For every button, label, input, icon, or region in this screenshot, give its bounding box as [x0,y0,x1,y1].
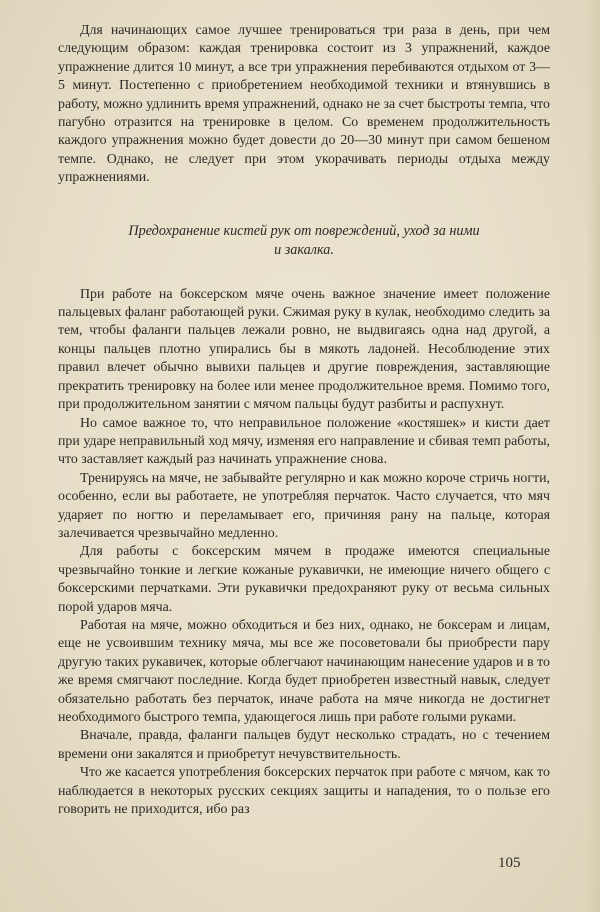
paragraph: Но самое важное то, что неправильное положение «костяшек» и кисти дает при ударе неправильный ход мячу, изменяя его направление и сбивая темп работы, что заставляет каждый раз начинать упражнение снова. [58,415,550,468]
section-heading-line-1: Предохранение кистей рук от повреждений, уход за ними [128,222,480,239]
paragraph: Тренируясь на мяче, не забывайте регулярно и как можно короче стричь ногти, особенно, если вы работаете, не употребляя перчаток. Часто случается, что мяч ударяет по ногтю и переламывает его, причиняя рану на пальце, которая залечивается чрезвычайно медленно. [58,470,550,541]
section-heading-line-2: и закалка. [274,241,334,258]
paragraph: При работе на боксерском мяче очень важное значение имеет положение пальцевых фаланг работающей руки. Сжимая руку в кулак, необходимо следить за тем, чтобы фаланги пальцев лежали ровно, не выдвигаясь одна над другой, а концы пальцев плотно упирались бы в мякоть ладоней. Несоблюдение этих правил влечет обычно вывихи пальцев и другие повреждения, заставляющие прекратить тренировку на более или менее продолжительное время. Помимо того, при продолжительном занятии с мячом пальцы будут разбиты и распухнут. [58,286,550,413]
page-number: 105 [498,855,521,871]
section-heading [58,222,550,260]
paragraph-intro: Для начинающих самое лучшее тренироваться три раза в день, при чем следующим образом: каждая тренировка состоит из 3 упражнений, каждое упражнение длится 10 минут, а все три упражнения перебиваются отдыхом от 3—5 минут. Постепенно с приобретением необходимой техники и втянувшись в работу, можно удлинить время упражнений, однако не за счет быстроты темпа, что пагубно отразится на тренировке в целом. Со временем продолжительность каждого упражнения можно будет довести до 20—30 минут при самом бешеном темпе. Однако, не следует при этом укорачивать периоды отдыха между упражнениями. [58,23,550,186]
paragraph: Работая на мяче, можно обходиться и без них, однако, не боксерам и лицам, еще не усвоившим технику мяча, мы все же посоветовали бы приобрести пару другую таких рукавичек, которые облегчают начинающим нанесение ударов и в то же время смягчают последние. Когда будет приобретен известный навык, следует обязательно работать без перчаток, иначе работа на мяче никогда не достигнет необходимого быстрого темпа, удающегося лишь при работе голыми руками. [58,617,550,725]
page-body [58,22,550,819]
paragraph: Что же касается употребления боксерских перчаток при работе с мячом, как то наблюдается в некоторых русских секциях защиты и нападения, то о пользе его говорить не приходится, ибо раз [58,765,550,818]
paragraph: Вначале, правда, фаланги пальцев будут несколько страдать, но с течением времени они закалятся и приобретут нечувствительность. [58,728,550,762]
paragraph: Для работы с боксерским мячем в продаже имеются специальные чрезвычайно тонкие и легкие кожаные рукавички, не имеющие ничего общего с боксерскими перчатками. Эти рукавички предохраняют руку от весьма сильных порой ударов мяча. [58,544,550,615]
